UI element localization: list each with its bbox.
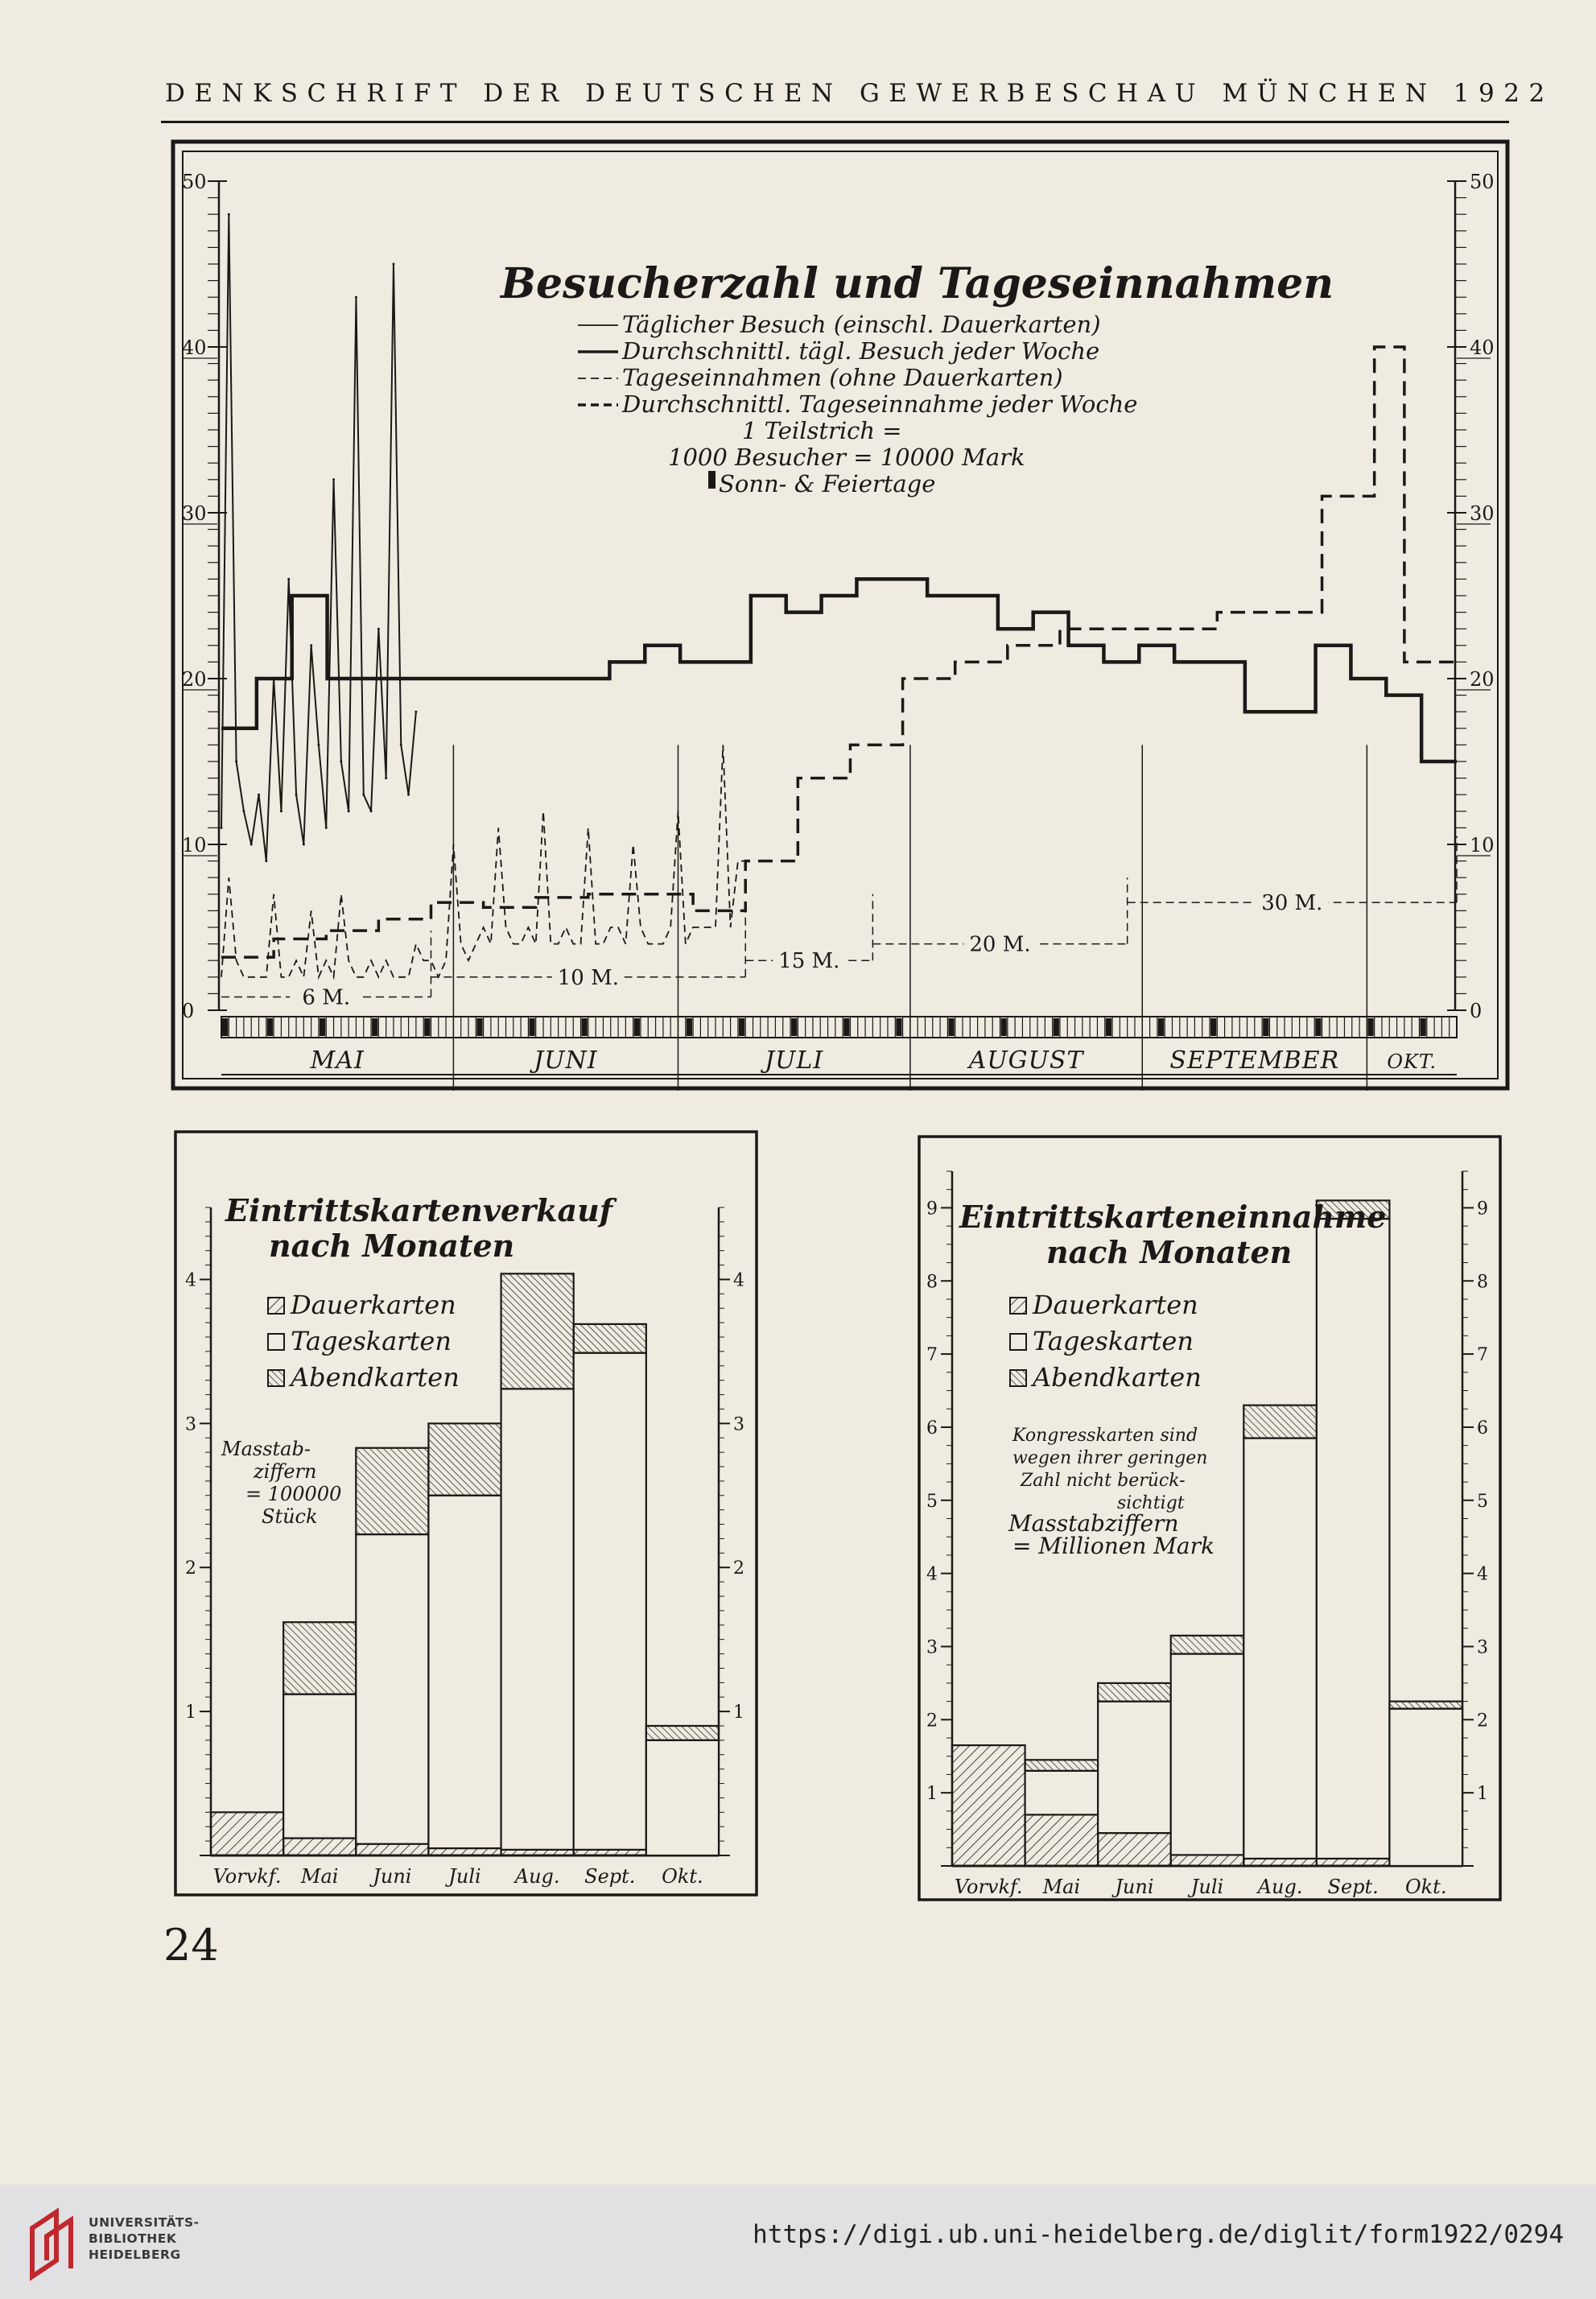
series-taeglicher-besuch-point bbox=[400, 744, 402, 746]
chart1-y-tick-label-right: 50 bbox=[1470, 171, 1495, 193]
bar-tageskarten bbox=[1171, 1654, 1244, 1855]
bar-chart-2-legend-entry: Dauerkarten bbox=[1033, 1290, 1198, 1320]
bar-chart-1-category-label: Mai bbox=[300, 1865, 339, 1888]
price-annotation-label: 30 M. bbox=[1261, 891, 1323, 916]
bar-chart-2-category-label: Aug. bbox=[1257, 1876, 1303, 1898]
legend-sunday-marker-icon bbox=[708, 471, 716, 489]
sunday-marker bbox=[1420, 1018, 1425, 1036]
bar-chart-2-ytick-label: 9 bbox=[1477, 1199, 1488, 1220]
series-taeglicher-besuch-point bbox=[265, 860, 267, 862]
sunday-marker bbox=[1054, 1018, 1059, 1036]
sunday-marker bbox=[1263, 1018, 1268, 1036]
series-taeglicher-besuch-point bbox=[392, 263, 394, 266]
sunday-marker bbox=[739, 1018, 744, 1036]
bar-chart-1-ytick-label: 2 bbox=[185, 1558, 196, 1579]
series-taeglicher-besuch-point bbox=[287, 578, 290, 580]
series-taeglicher-besuch-point bbox=[280, 810, 282, 812]
bar-chart-1-ytick-label: 3 bbox=[733, 1414, 744, 1435]
bar-chart-2-category-label: Juli bbox=[1190, 1876, 1224, 1898]
bar-chart-1-ytick-label: 4 bbox=[733, 1270, 744, 1291]
bar-chart-2-title: Eintrittskarteneinnahme bbox=[959, 1199, 1387, 1235]
bar-chart-2-ytick-label: 3 bbox=[1477, 1637, 1488, 1658]
bar-chart-2-note: = Millionen Mark bbox=[1012, 1533, 1215, 1559]
legend-entry: 1 Teilstrich = bbox=[742, 417, 902, 444]
sunday-marker bbox=[424, 1018, 430, 1036]
legend-swatch-icon bbox=[268, 1334, 284, 1350]
bar-chart-1-category-label: Aug. bbox=[514, 1865, 560, 1888]
sunday-marker bbox=[1158, 1018, 1164, 1036]
bar-tageskarten bbox=[428, 1496, 501, 1848]
bar-dauerkarten bbox=[211, 1812, 283, 1855]
sunday-marker bbox=[948, 1018, 954, 1036]
chart1-title: Besucherzahl und Tageseinnahmen bbox=[501, 259, 1334, 308]
series-taeglicher-besuch-point bbox=[340, 761, 342, 763]
sunday-marker bbox=[582, 1018, 588, 1036]
sunday-marker bbox=[687, 1018, 692, 1036]
legend-entry: Durchschnittl. tägl. Besuch jeder Woche bbox=[622, 337, 1100, 365]
bar-chart-2-ytick-label: 8 bbox=[926, 1272, 938, 1293]
bar-dauerkarten bbox=[356, 1844, 428, 1855]
chart1-month-label: JUNI bbox=[534, 1046, 598, 1075]
chart1-day-strip bbox=[221, 1017, 1457, 1038]
bar-chart-2-note: Masstabziffern bbox=[1008, 1510, 1179, 1537]
sunday-marker bbox=[529, 1018, 534, 1036]
bar-chart-2-note: sichtigt bbox=[1117, 1493, 1185, 1513]
bar-tageskarten bbox=[1243, 1438, 1317, 1859]
bar-chart-2-ytick-label: 4 bbox=[1477, 1564, 1488, 1585]
bar-abendkarten bbox=[501, 1273, 574, 1389]
chart1-month-label: SEPTEMBER bbox=[1169, 1046, 1340, 1075]
series-taeglicher-besuch-point bbox=[362, 794, 365, 796]
bar-chart-1-category-label: Vorvkf. bbox=[212, 1865, 282, 1888]
bar-chart-2-note: Zahl nicht berück- bbox=[1021, 1471, 1186, 1491]
bar-chart-2-ytick-label: 3 bbox=[926, 1637, 938, 1658]
series-taeglicher-besuch-point bbox=[317, 744, 320, 746]
bar-tageskarten bbox=[1098, 1702, 1171, 1834]
chart1-y-tick-label-right: 20 bbox=[1470, 668, 1495, 691]
bar-abendkarten bbox=[1171, 1636, 1244, 1654]
bar-chart-2-legend-entry: Tageskarten bbox=[1033, 1326, 1194, 1356]
bar-tageskarten bbox=[574, 1353, 646, 1850]
logo-line-1: UNIVERSITÄTS- bbox=[89, 2215, 200, 2230]
series-taeglicher-besuch-point bbox=[370, 810, 373, 812]
bar-chart-2-category-label: Sept. bbox=[1327, 1876, 1379, 1898]
bar-dauerkarten bbox=[1025, 1814, 1099, 1866]
legend-swatch-icon bbox=[268, 1298, 284, 1314]
bar-chart-2-ytick-label: 4 bbox=[926, 1564, 938, 1585]
bar-chart-1-category-label: Juni bbox=[373, 1865, 412, 1888]
bar-tageskarten bbox=[1317, 1219, 1390, 1859]
sunday-marker bbox=[1367, 1018, 1373, 1036]
bar-chart-1-ytick-label: 1 bbox=[185, 1703, 196, 1723]
legend-entry: Tageseinnahmen (ohne Dauerkarten) bbox=[622, 364, 1063, 391]
bar-chart-1-ytick-label: 2 bbox=[733, 1558, 744, 1579]
bar-abendkarten bbox=[283, 1622, 356, 1694]
chart1-y-tick-label-left: 50 bbox=[182, 171, 207, 193]
sunday-marker bbox=[267, 1018, 273, 1036]
series-taeglicher-besuch-point bbox=[325, 827, 328, 829]
source-url-link[interactable]: https://digi.ub.uni-heidelberg.de/diglit/form1922/0294 bbox=[753, 2220, 1564, 2249]
bar-chart-1-title: nach Monaten bbox=[269, 1228, 515, 1264]
bar-chart-1-category-label: Juli bbox=[448, 1865, 481, 1888]
bar-chart-1-note: ziffern bbox=[254, 1460, 317, 1483]
price-annotation-label: 15 M. bbox=[778, 949, 840, 974]
bar-dauerkarten bbox=[1171, 1855, 1244, 1866]
bar-dauerkarten bbox=[1243, 1859, 1317, 1866]
legend-entry: 1000 Besucher = 10000 Mark bbox=[668, 444, 1025, 471]
bar-chart-2-title: nach Monaten bbox=[1046, 1234, 1293, 1270]
bar-chart-1-note: Masstab- bbox=[221, 1438, 311, 1460]
bar-chart-2-ytick-label: 8 bbox=[1477, 1272, 1488, 1293]
chart1-month-label: JULI bbox=[765, 1046, 824, 1075]
bar-chart-2-category-label: Juni bbox=[1115, 1876, 1154, 1898]
bar-dauerkarten bbox=[1098, 1833, 1171, 1866]
bar-chart-2-category-label: Mai bbox=[1042, 1876, 1081, 1898]
bar-tageskarten bbox=[1389, 1709, 1462, 1866]
bar-chart-1-title: Eintrittskartenverkauf bbox=[225, 1192, 613, 1228]
sunday-marker bbox=[791, 1018, 797, 1036]
footer-bar bbox=[0, 2185, 1596, 2299]
legend-swatch-icon bbox=[1010, 1298, 1026, 1314]
chart1-y-tick-label-left: 30 bbox=[182, 502, 207, 525]
chart1-month-label: OKT. bbox=[1387, 1050, 1437, 1073]
legend-swatch-icon bbox=[268, 1370, 284, 1386]
bar-chart-2-category-label: Vorvkf. bbox=[954, 1876, 1023, 1898]
legend-swatch-icon bbox=[1010, 1370, 1026, 1386]
bar-dauerkarten bbox=[428, 1848, 501, 1855]
series-taeglicher-besuch-point bbox=[377, 628, 380, 630]
chart1-y-tick-label-left: 20 bbox=[182, 668, 207, 691]
series-taeglicher-besuch-point bbox=[310, 644, 312, 646]
bar-chart-1-ytick-label: 1 bbox=[733, 1703, 744, 1723]
series-durchschnitt-besuch-line bbox=[221, 579, 1457, 762]
sunday-marker bbox=[476, 1018, 482, 1036]
chart1-y-tick-label-left: 40 bbox=[182, 336, 207, 359]
bar-chart-2-ytick-label: 7 bbox=[1477, 1345, 1488, 1366]
bar-chart-1-category-label: Sept. bbox=[584, 1865, 636, 1888]
chart1-y-tick-label-right: 30 bbox=[1470, 502, 1495, 525]
bar-abendkarten bbox=[1243, 1405, 1317, 1438]
chart1-y-tick-label-right: 10 bbox=[1470, 834, 1495, 856]
bar-dauerkarten bbox=[1317, 1859, 1390, 1866]
bar-tageskarten bbox=[501, 1389, 574, 1849]
bar-chart-1-legend-entry: Dauerkarten bbox=[291, 1290, 456, 1320]
price-annotation-label: 10 M. bbox=[557, 965, 619, 990]
sunday-marker bbox=[896, 1018, 901, 1036]
bar-chart-1-category-label: Okt. bbox=[662, 1865, 703, 1888]
sunday-marker bbox=[372, 1018, 377, 1036]
page-number: 24 bbox=[163, 1920, 219, 1971]
series-taeglicher-besuch-point bbox=[348, 810, 350, 812]
bar-tageskarten bbox=[1025, 1771, 1099, 1815]
series-taeglicher-besuch-point bbox=[355, 296, 357, 299]
series-taeglicher-besuch-point bbox=[228, 213, 230, 216]
bar-chart-2-ytick-label: 5 bbox=[1477, 1491, 1488, 1512]
bar-chart-2-ytick-label: 9 bbox=[926, 1199, 938, 1220]
chart1-y-tick-label-left: 10 bbox=[182, 834, 207, 856]
series-tageseinnahmen-line bbox=[221, 745, 745, 976]
series-taeglicher-besuch-point bbox=[414, 711, 417, 713]
series-taeglicher-besuch-point bbox=[385, 777, 387, 779]
sunday-marker bbox=[1106, 1018, 1111, 1036]
bar-chart-2-note: wegen ihrer geringen bbox=[1012, 1448, 1208, 1468]
bar-chart-2-ytick-label: 1 bbox=[1477, 1784, 1488, 1805]
sunday-marker bbox=[843, 1018, 849, 1036]
chart1-month-label: AUGUST bbox=[968, 1046, 1084, 1075]
running-header: DENKSCHRIFT DER DEUTSCHEN GEWERBESCHAU MÜNCHEN 1922 bbox=[165, 79, 1554, 108]
bar-chart-2-ytick-label: 6 bbox=[1477, 1418, 1488, 1438]
bar-abendkarten bbox=[356, 1448, 428, 1534]
bar-chart-1-note: = 100000 bbox=[245, 1483, 342, 1505]
sunday-marker bbox=[320, 1018, 325, 1036]
sunday-marker bbox=[1001, 1018, 1007, 1036]
chart1-month-label: MAI bbox=[310, 1046, 365, 1075]
bar-chart-2-note: Kongresskarten sind bbox=[1012, 1426, 1198, 1446]
bar-tageskarten bbox=[283, 1694, 356, 1839]
chart1-y-tick-label-left: 0 bbox=[182, 1000, 195, 1022]
bar-chart-2-ytick-label: 2 bbox=[926, 1711, 938, 1731]
sunday-marker bbox=[1210, 1018, 1216, 1036]
bar-abendkarten bbox=[1025, 1760, 1099, 1771]
price-annotation-label: 6 M. bbox=[302, 985, 351, 1010]
series-taeglicher-besuch-line bbox=[221, 214, 416, 861]
bar-abendkarten bbox=[428, 1423, 501, 1495]
series-taeglicher-besuch-point bbox=[235, 761, 237, 763]
bar-chart-1-legend-entry: Abendkarten bbox=[291, 1362, 460, 1393]
bar-dauerkarten bbox=[283, 1839, 356, 1855]
bar-abendkarten bbox=[646, 1726, 719, 1740]
sunday-marker bbox=[634, 1018, 640, 1036]
legend-entry: Sonn- & Feiertage bbox=[719, 470, 936, 497]
bar-abendkarten bbox=[1389, 1702, 1462, 1709]
bar-chart-2-ytick-label: 6 bbox=[926, 1418, 938, 1438]
library-logo-icon bbox=[24, 2204, 80, 2281]
legend-entry: Täglicher Besuch (einschl. Dauerkarten) bbox=[622, 311, 1101, 338]
series-taeglicher-besuch-point bbox=[250, 844, 253, 846]
bar-chart-1-ytick-label: 4 bbox=[185, 1270, 196, 1291]
bar-chart-2-ytick-label: 2 bbox=[1477, 1711, 1488, 1731]
logo-line-3: HEIDELBERG bbox=[89, 2247, 181, 2262]
series-taeglicher-besuch-point bbox=[221, 827, 223, 829]
legend-swatch-icon bbox=[1010, 1334, 1026, 1350]
bar-chart-2-ytick-label: 5 bbox=[926, 1491, 938, 1512]
bar-dauerkarten bbox=[952, 1745, 1025, 1866]
bar-chart-2-ytick-label: 1 bbox=[926, 1784, 938, 1805]
bar-abendkarten bbox=[574, 1324, 646, 1353]
logo-line-2: BIBLIOTHEK bbox=[89, 2231, 177, 2246]
series-taeglicher-besuch-point bbox=[295, 794, 298, 796]
bar-tageskarten bbox=[356, 1534, 428, 1844]
bar-tageskarten bbox=[646, 1740, 719, 1855]
sunday-marker bbox=[222, 1018, 228, 1036]
bar-chart-2-legend-entry: Abendkarten bbox=[1033, 1362, 1202, 1393]
bar-chart-2-category-label: Okt. bbox=[1404, 1876, 1447, 1898]
series-taeglicher-besuch-point bbox=[303, 844, 305, 846]
chart1-y-tick-label-right: 40 bbox=[1470, 336, 1495, 359]
series-taeglicher-besuch-point bbox=[407, 794, 410, 796]
bar-chart-1-note: Stück bbox=[262, 1505, 318, 1528]
bar-chart-2-ytick-label: 7 bbox=[926, 1345, 938, 1366]
price-annotation-label: 20 M. bbox=[969, 932, 1031, 957]
series-taeglicher-besuch-point bbox=[242, 810, 245, 812]
series-taeglicher-besuch-point bbox=[332, 478, 335, 481]
chart1-y-tick-label-right: 0 bbox=[1470, 1000, 1483, 1022]
bar-chart-1-ytick-label: 3 bbox=[185, 1414, 196, 1435]
bar-abendkarten bbox=[1098, 1683, 1171, 1702]
bar-chart-1-legend-entry: Tageskarten bbox=[291, 1326, 452, 1356]
legend-entry: Durchschnittl. Tageseinnahme jeder Woche bbox=[622, 390, 1138, 418]
series-taeglicher-besuch-point bbox=[258, 794, 260, 796]
sunday-marker bbox=[1315, 1018, 1321, 1036]
